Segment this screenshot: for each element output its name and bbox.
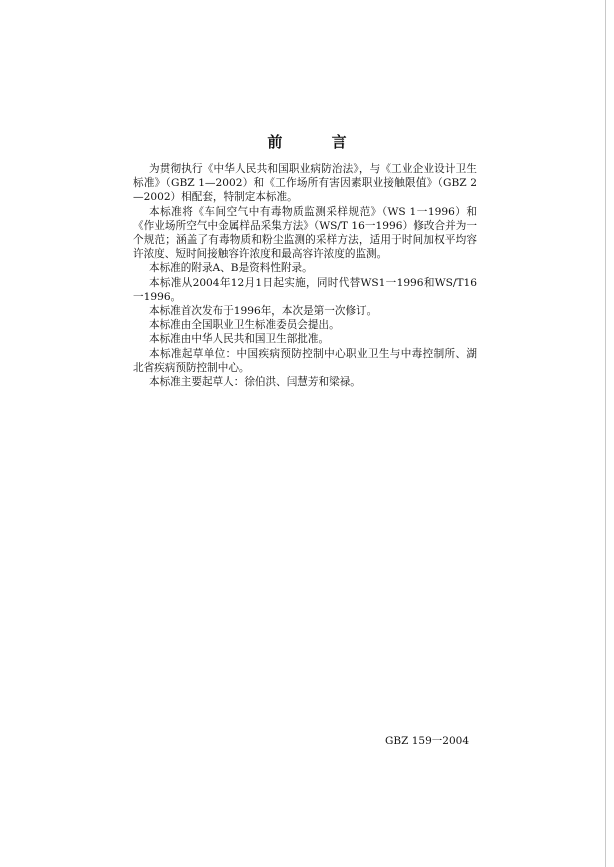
foreword-paragraph: 为贯彻执行《中华人民共和国职业病防治法》，与《工业企业设计卫生标准》（GBZ 1—2002）和《工作场所有害因素职业接触限值》（GBZ 2—2002）相配套，特制定本标准。 (133, 163, 477, 204)
foreword-paragraph: 本标准由全国职业卫生标准委员会提出。 (149, 319, 340, 332)
foreword-paragraph: 本标准首次发布于1996年，本次是第一次修订。 (149, 305, 378, 318)
standard-code-footer: GBZ 159一2004 (385, 735, 469, 747)
foreword-paragraph: 本标准将《车间空气中有毒物质监测采样规范》（WS 1一1996）和《作业场所空气中金属样品采集方法》（WS/T 16一1996）修改合并为一个规范；涵盖了有毒物质和粉尘监测的采样方法，适用于时间加权平均容许浓度、短时间接触容许浓度和最高容许浓度的监测。 (133, 205, 477, 261)
foreword-paragraph: 本标准主要起草人：徐伯洪、闫慧芳和梁禄。 (149, 376, 361, 389)
foreword-paragraph: 本标准的附录A、B是资料性附录。 (149, 262, 313, 275)
foreword-paragraph: 本标准从2004年12月1日起实施，同时代替WS1一1996和WS/T16一1996。 (133, 276, 477, 303)
foreword-body (133, 162, 477, 389)
page-title: 前 言 (267, 133, 369, 151)
foreword-paragraph: 本标准起草单位：中国疾病预防控制中心职业卫生与中毒控制所、湖北省疾病预防控制中心。 (133, 347, 477, 374)
foreword-paragraph: 本标准由中华人民共和国卫生部批准。 (149, 333, 330, 346)
